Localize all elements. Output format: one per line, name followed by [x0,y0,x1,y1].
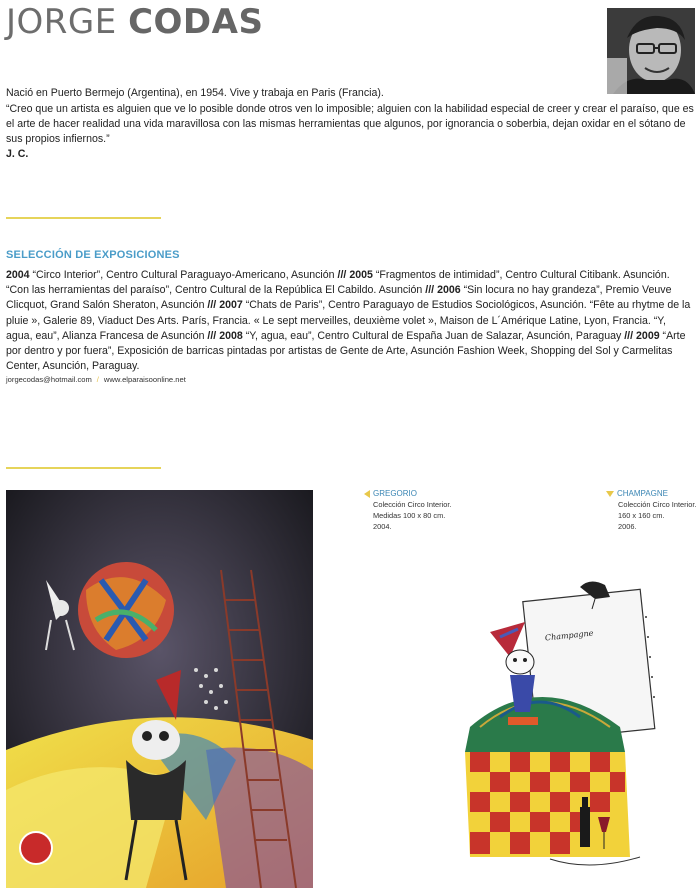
caption-line: Colección Circo Interior. [373,500,452,509]
exhibitions-list [6,268,694,374]
exhibition-text: “Sin locura no hay grandeza”, Premio Veuve Clicquot, Grand Salón Sheraton, Asunción [6,284,672,312]
painting-gregorio [6,490,313,888]
artist-bio: Nació en Puerto Bermejo (Argentina), en 1954. Vive y trabaja en Paris (Francia). [6,87,384,99]
exhibition-separator: /// [425,284,435,297]
caption-gregorio [364,488,451,532]
exhibition-year: 2004 [6,269,30,281]
artist-quote: “Creo que un artista es alguien que ve lo posible donde otros ven lo imposible; alguien con la habilidad especial de creer y crear el paraíso, que es el arte de hacer realidad una vida maravillosa con las mismas herramientas que algunos, por ignorancia o soberbia, dejan oxidar en el sótano de sus propios infiernos.” [6,103,694,145]
exhibition-text: “Circo Interior”, Centro Cultural Paraguayo-Americano, Asunción [29,269,338,281]
artist-portrait [607,8,695,94]
exhibition-separator: /// [207,299,217,312]
exhibition-separator: /// [207,329,217,342]
contact-separator: / [96,375,99,384]
contact-website[interactable]: www.elparaisoonline.net [103,375,186,384]
exhibition-text: “Y, agua, eau”, Centro Cultural de España Juan de Salazar, Asunción, Paraguay [242,329,625,342]
work-title: GREGORIO [373,489,418,498]
artist-name [6,2,263,42]
exhibition-text: “Chats de Paris”, Centro Paraguayo de Estudios Sociológicos, Asunción. “Fête au rhytme de la pluie », Galerie 89, Viaduct Des Arts. París, Francia. « Le sept merveilles, deuxième volet », Maison de L´Amérique Latine, Lyon, Francia. “Y, agua, eau”, Alianza Francesa de Asunción [6,299,691,342]
caption-line: 160 x 160 cm. [618,511,665,520]
arrow-down-icon [606,491,614,497]
exhibition-year: 2008 [219,329,243,342]
exhibition-year: 2005 [349,269,373,281]
exhibitions-title: SELECCIÓN DE EXPOSICIONES [6,249,180,261]
exhibition-text: “Arte por dentro y por fuera”, Exposición de barricas pintadas por artistas de Gente de Arte, Asunción Fashion Week, Shopping del Sol y Carmelitas Center, Asunción, Paraguay. [6,329,686,373]
arrow-left-icon [364,490,370,498]
caption-line: 2004. [373,522,392,531]
champagne-signature: Champagne [544,628,594,643]
caption-line: Colección Circo Interior. [618,500,697,509]
exhibition-year: 2006 [437,284,461,297]
exhibition-text: “Fragmentos de intimidad”, Centro Cultural Citibank. Asunción. “Con las herramientas del paraíso”, Centro Cultural de la República El Cabildo. Asunción [6,269,670,297]
contact-line [6,375,186,384]
exhibition-year: 2009 [636,329,660,342]
work-title: CHAMPAGNE [617,489,668,498]
divider-line [6,467,161,469]
painting-champagne [430,577,660,877]
divider-line [6,217,161,219]
caption-champagne [606,488,696,532]
exhibition-separator: /// [624,329,634,342]
exhibition-separator: /// [337,269,347,281]
exhibition-year: 2007 [219,299,243,312]
caption-line: Medidas 100 x 80 cm. [373,511,446,520]
caption-line: 2006. [618,522,637,531]
artist-last-name: CODAS [128,2,264,42]
quote-initials: J. C. [6,148,29,160]
contact-email[interactable]: jorgecodas@hotmail.com [6,375,92,384]
artist-first-name: JORGE [6,2,117,42]
